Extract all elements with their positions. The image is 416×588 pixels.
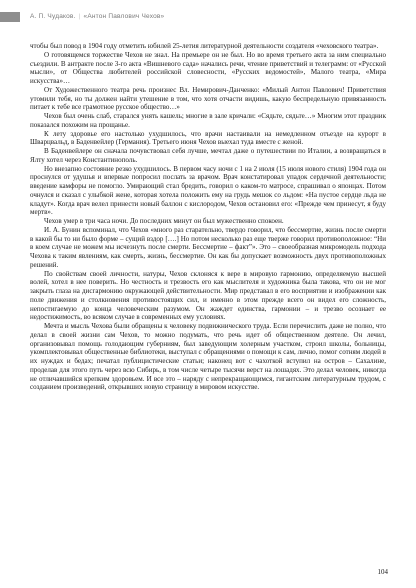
header-separator-icon: | <box>78 13 81 20</box>
paragraph: чтобы был повод в 1904 году отметить юбилей 25-летия литературной деятельности создателя «чеховского театра». <box>30 42 379 50</box>
paragraph: Чехов умер в три часа ночи. До последних минут он был мужественно спокоен. <box>44 217 284 225</box>
paragraph: В Баденвейлере он сначала почувствовал себя лучше, мечтал даже о путешествии по Италии, а возвращаться в Ялту хотел через Константинополь. <box>30 147 386 164</box>
paragraph: К лету здоровье его настолько ухудшилось, что врачи настаивали на немедленном отъезде на курорт в Шварцвальд, в Баденвейлер (Германия). Третьего июня Чехов выехал туда вместе с женой. <box>30 129 386 147</box>
paragraph: Но внезапно состояние резко ухудшилось. В первом часу ночи с 1 на 2 июля (15 июля нового стиля) 1904 года он проснулся от удушья и впервые попросил послать за врачом. Врач констатировал упадок сердечной деятельности; введение камфоры не помогло. Умирающий стал бредить, говорил о каком-то матросе, спрашивал о японцах. Потом очнулся и сказал с улыбкой жене, которая хотела положить ему на грудь мешок со льдом: «На пустое сердце льда не кладут». Когда врач велел принести новый баллон с кислородом, Чехов остановил его: «Прежде чем принесут, я буду мертв». <box>30 164 386 217</box>
paragraph: Чехов был очень слаб, старался унять кашель; многие в зале кричали: «Сядьте, сядьте…» Многим этот праздник показался похожим на прощанье. <box>30 112 386 129</box>
running-header <box>0 12 416 22</box>
header-text <box>30 12 164 22</box>
header-marker-bar <box>0 12 20 22</box>
paragraph: Мечта и мысль Чехова были обращены к человеку подвижнического труда. Если перечислить даже не полно, что делал в своей жизни сам Чехов, то можно подумать, что речь идет об общественном деятеле. Он лечил, организовывал помощь голодающим губерниям, был заведующим холерным участком, строил школы, больницы, укомплектовывал общественные библиотеки, выступал с обращениями о помощи к сам, лично, помог сотням людей в их нуждах и бедах; печатал публицистические статьи; наконец вот с чахоткой вступил на остров – Сахалине, проделав для этого путь через всю Сибирь, в том числе четыре тысячи верст на лошадях. Это делал человек, никогда не отличавшийся крепким здоровьем. И все это – наряду с непрекращающимся, гигантским литературным трудом, с созданием произведений, открывших новую страницу в мировом искусстве. <box>30 322 386 392</box>
header-title: «Антон Павлович Чехов» <box>83 13 165 20</box>
paragraph: О готовящемся торжестве Чехов не знал. На премьере он не был. Но во время третьего акта за ним специально съездили. В антракте после 3-го акта «Вишневого сада» начались речи, чтение приветствий и телеграмм: от «Русской мысли», от Общества любителей российской словесности, «Русских ведомостей», Малого театра, «Мира искусства»… <box>30 50 386 85</box>
paragraph: И. А. Бунин вспоминал, что Чехов «много раз старательно, твердо говорил, что бессмертие, жизнь после смерти в какой бы то ни было форме – сущий вздор [….] Но потом несколько раз еще тверже говорил противоположное: “Ни в коем случае не можем мы исчезнуть после смерти. Бессмертие – факт”». Это – своеобразная микромодель подхода Чехова к таким явлениям, как смерть, жизнь, бессмертие. Он как бы допускает возможность двух противоположных решений. <box>30 225 386 269</box>
header-author: А. П. Чудаков. <box>30 13 76 20</box>
page-number: 104 <box>377 568 388 576</box>
paragraph: По свойствам своей личности, натуры, Чехов склоняся к вере в мировую гармонию, определяемую высшей волей, хотел в нее поверить. Но честность и трезвость его как мыслителя и художника была такова, что он не мог закрыть глаза на дисгармонию окружающей действительности. Мир представал в его восприятии и изображении как поле движения и столкновения противостоящих сил, и именно в этом прежде всего он видел его сложность, непостигаемую до конца человеческим разумом. Он жаждет единства, гармонии – и трезво осознает ее недостижимость, во всяком случае в современных ему условиях. <box>30 269 386 322</box>
page-body <box>30 42 386 392</box>
paragraph: От Художественного театра речь произнес Вл. Немирович-Данченко: «Милый Антон Павлович! Приветствия утомили тебя, но ты должен найти утешение в том, что хотя отчасти видишь, какую беспредельную привязанность питает к тебе все грамотное русское общество…» <box>30 85 386 112</box>
